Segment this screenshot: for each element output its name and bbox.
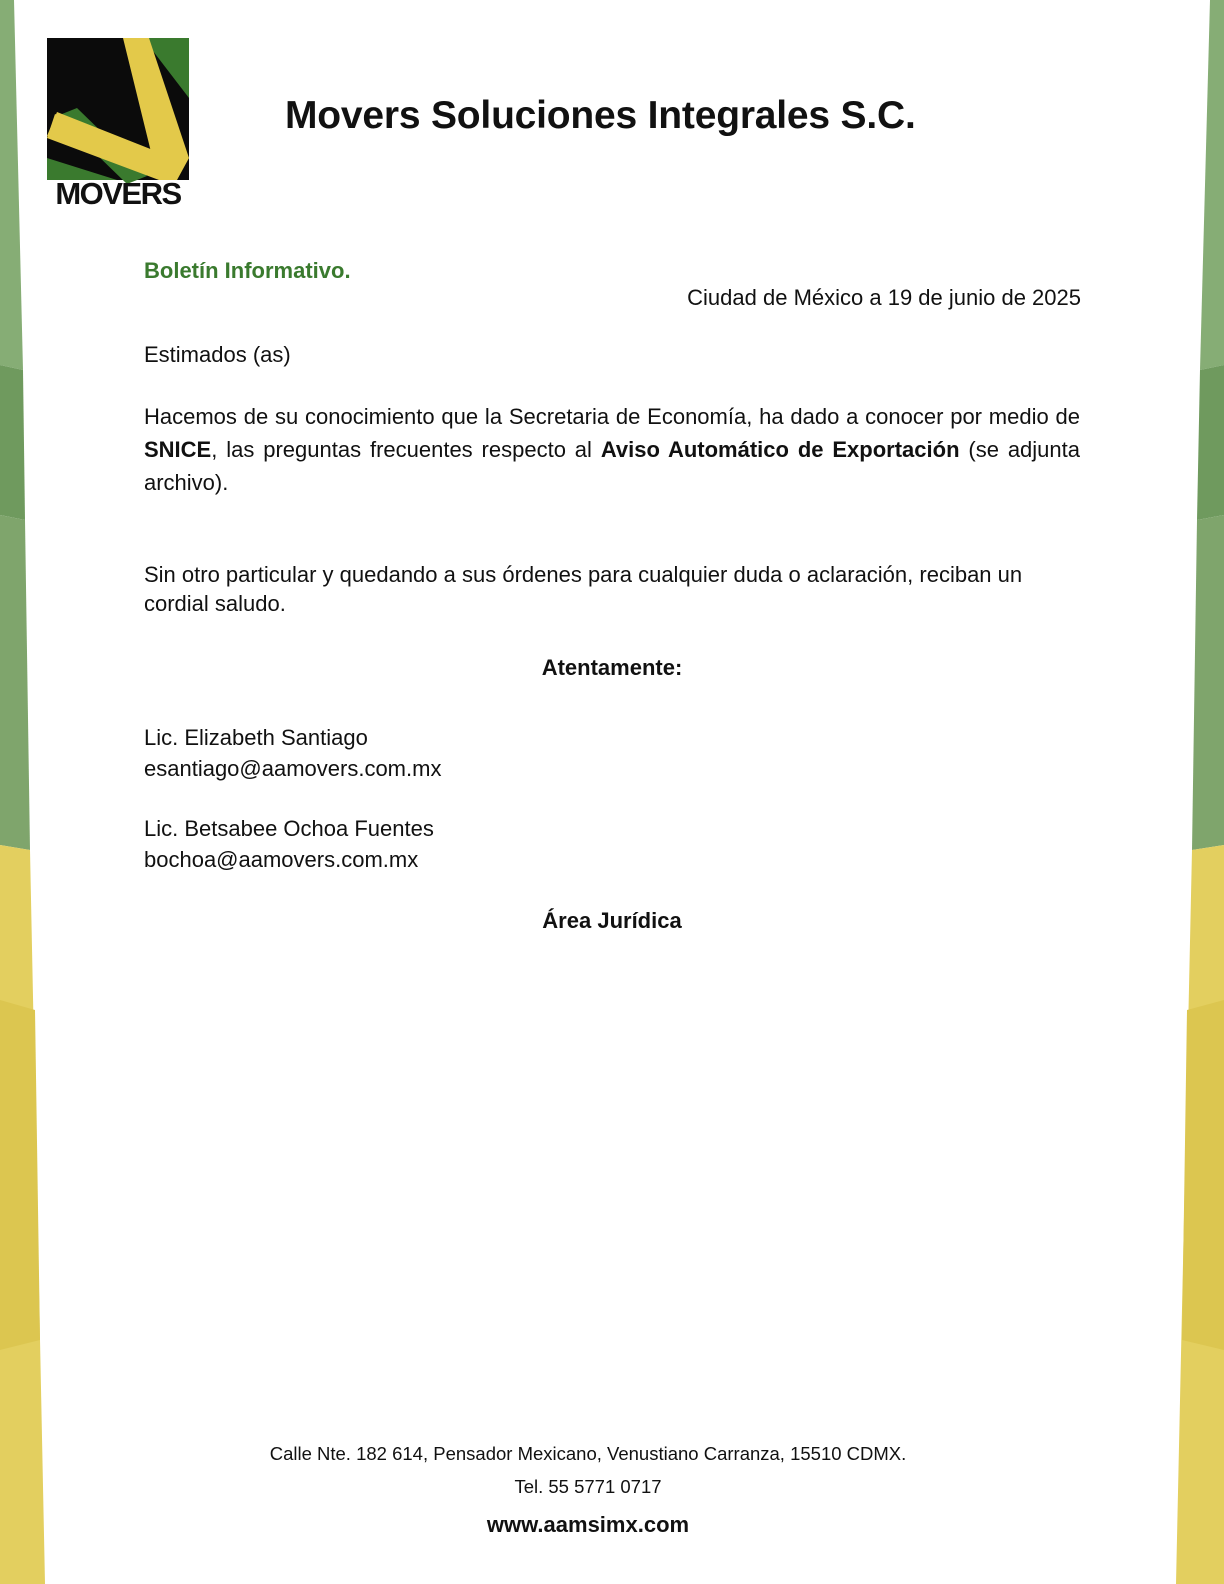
body-paragraph (144, 400, 1080, 499)
body-text: , las preguntas frecuentes respecto al (211, 437, 601, 462)
greeting: Estimados (as) (144, 342, 291, 367)
department-name: Área Jurídica (542, 908, 682, 933)
signature-title: Atentamente: (541, 655, 683, 680)
contact-name: Lic. Elizabeth Santiago (144, 725, 368, 750)
closing-paragraph: Sin otro particular y quedando a sus órdenes para cualquier duda o aclaración, reciban un cordial saludo. (144, 562, 1023, 616)
contact-email: bochoa@aamovers.com.mx (144, 847, 419, 872)
body-text: Hacemos de su conocimiento que la Secretaria de Economía, ha dado a conocer por medio de (144, 404, 1080, 429)
contact-name: Lic. Betsabee Ochoa Fuentes (144, 816, 434, 841)
body-bold-snice: SNICE (144, 437, 212, 462)
bulletin-title: Boletín Informativo. (144, 258, 351, 283)
contact-block (144, 722, 441, 784)
body-bold-aviso: Aviso Automático de Exportación (600, 437, 960, 462)
footer-phone: Tel. 55 5771 0717 (514, 1476, 662, 1497)
contact-block (144, 813, 434, 875)
logo-wordmark: MOVERS (55, 176, 181, 211)
footer-website: www.aamsimx.com (486, 1512, 690, 1537)
date-line: Ciudad de México a 19 de junio de 2025 (687, 285, 1081, 310)
contact-email: esantiago@aamovers.com.mx (144, 756, 442, 781)
body-text: (se adjunta archivo). (144, 437, 1080, 495)
company-name: Movers Soluciones Integrales S.C. (285, 94, 916, 137)
footer-address: Calle Nte. 182 614, Pensador Mexicano, Venustiano Carranza, 15510 CDMX. (269, 1443, 907, 1464)
